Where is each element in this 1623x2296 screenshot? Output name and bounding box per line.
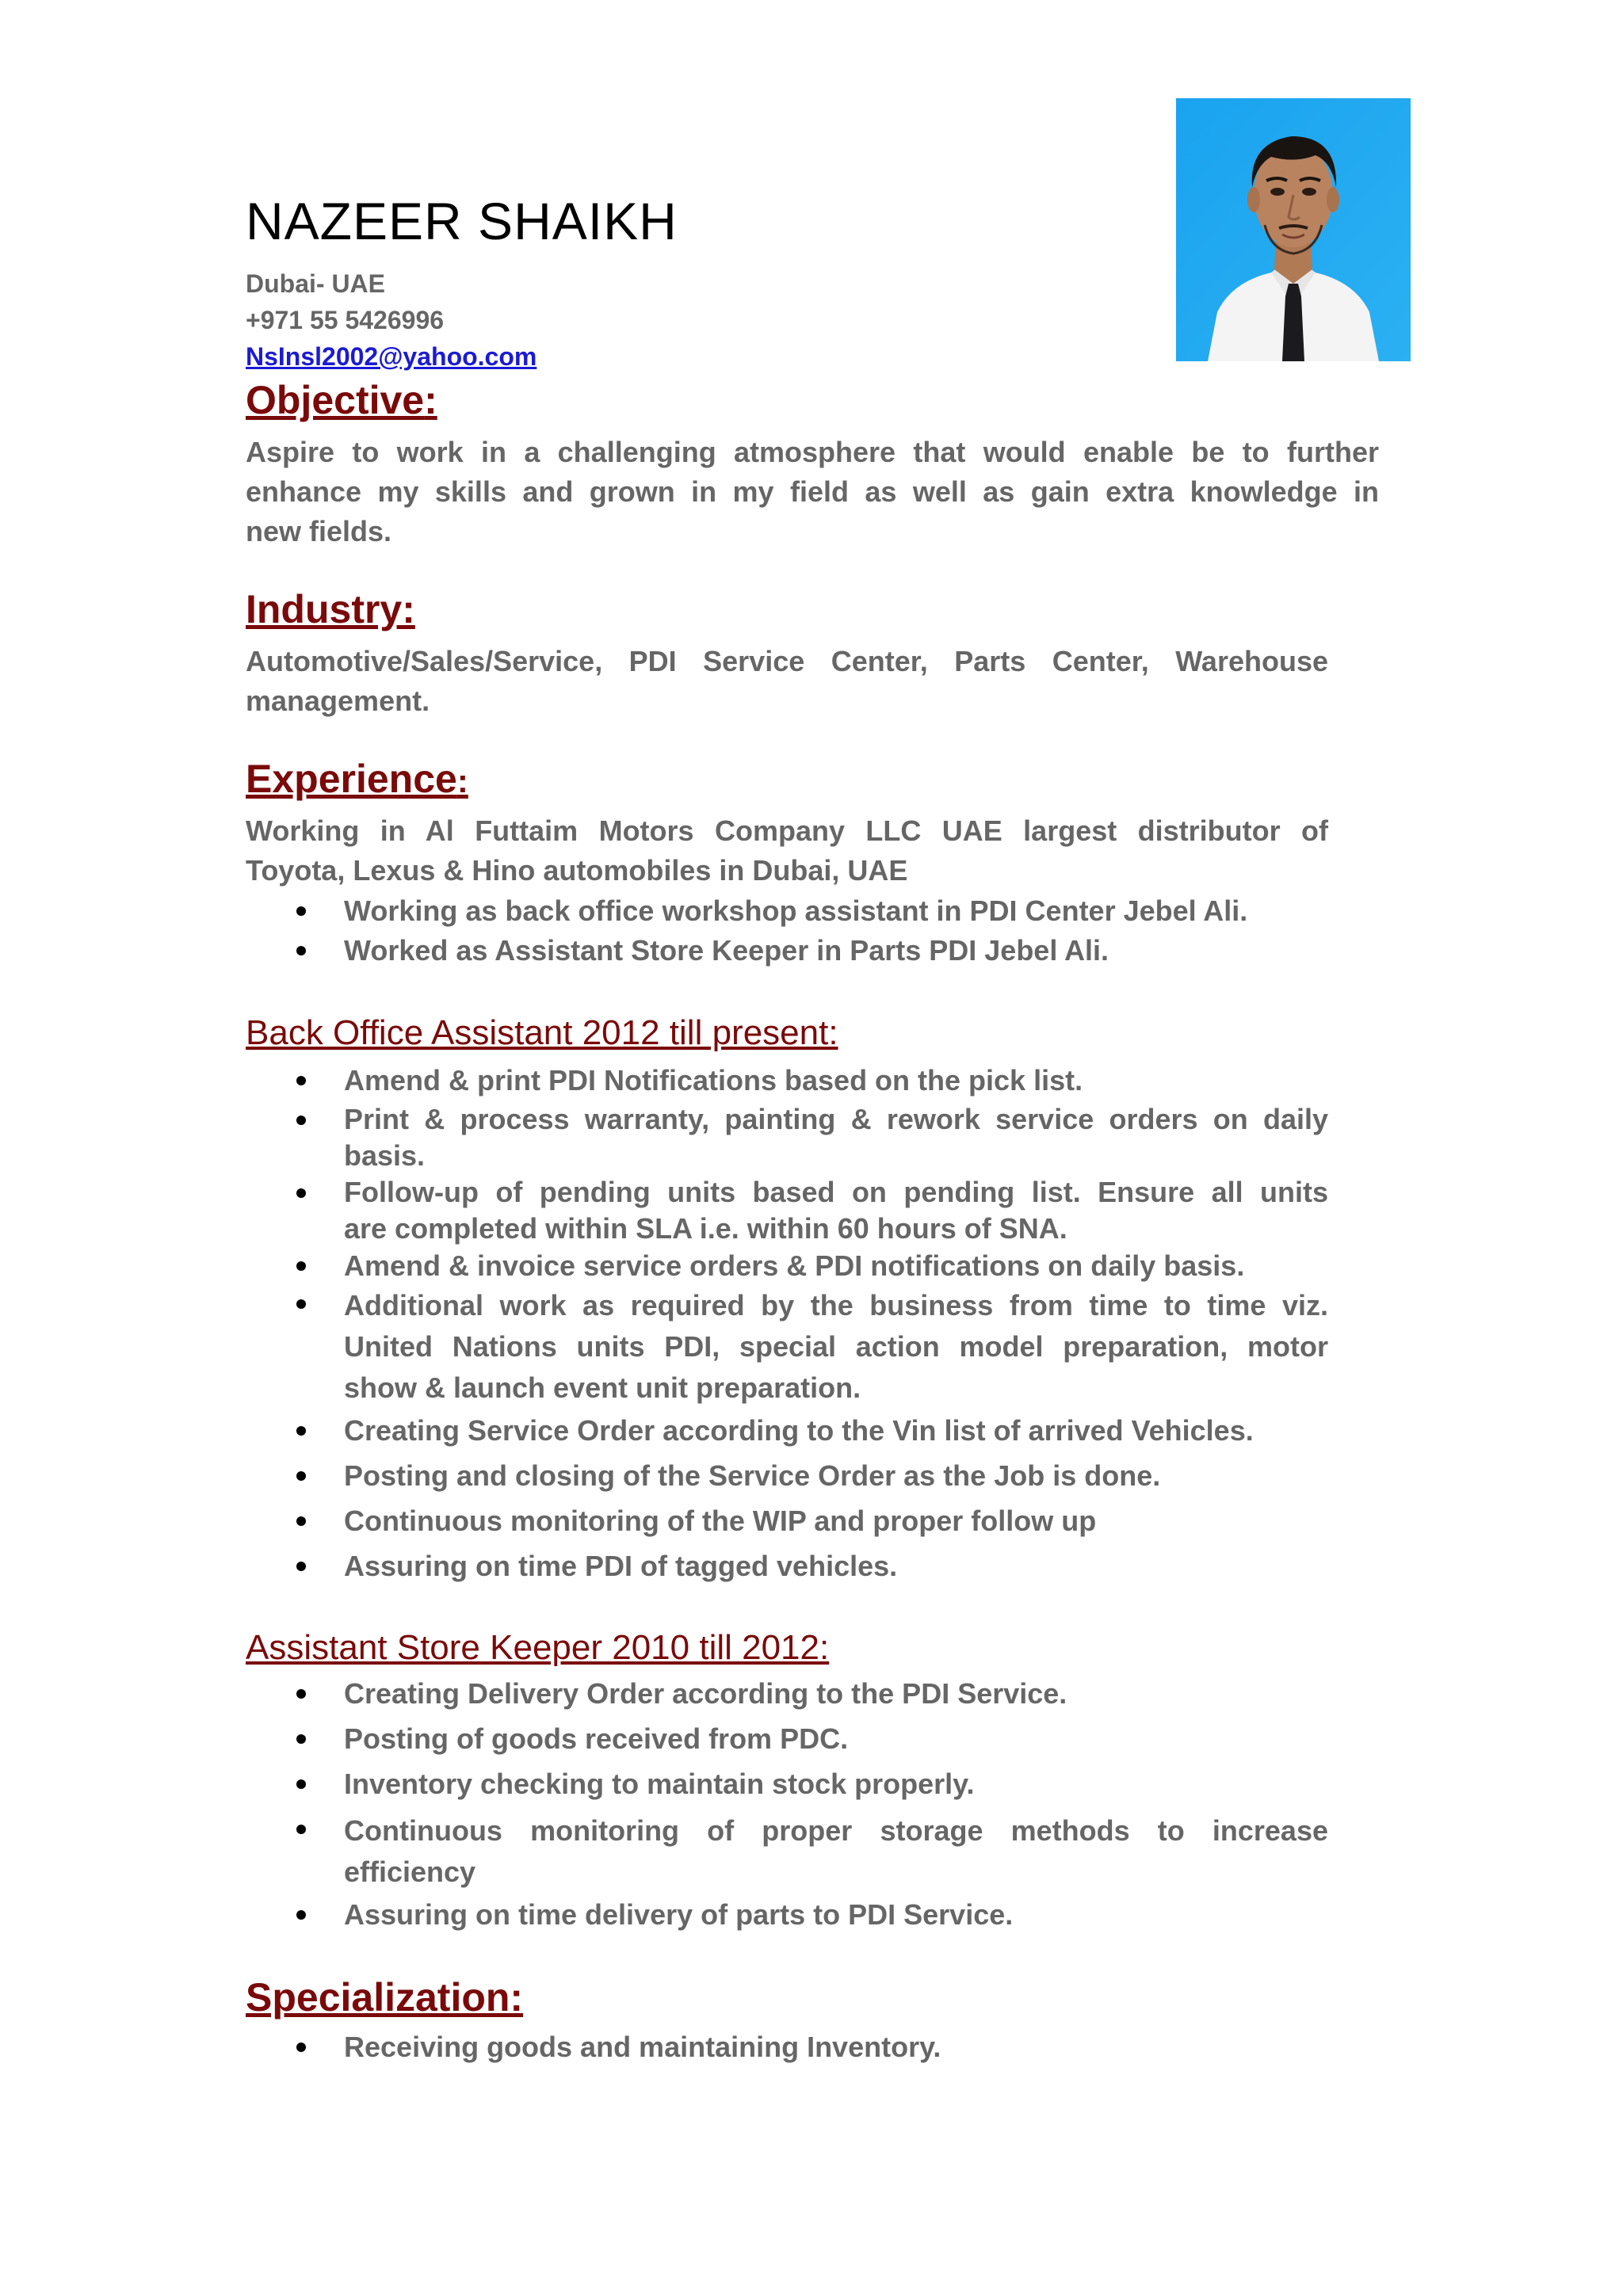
list-item: Continuous monitoring of proper storage methods to increase efficiency [246,1810,1328,1893]
bullet-icon [296,1734,306,1744]
profile-photo [1176,98,1411,361]
list-item: Assuring on time delivery of parts to PDI Service. [246,1896,1328,1934]
objective-text [246,433,1379,551]
objective-title-suffix: : [424,378,437,422]
list-item: Continuous monitoring of the WIP and proper follow up [246,1502,1328,1540]
list-item: Additional work as required by the business from time to time viz. United Nations units PDI, special action model preparation, motor show & launch event unit preparation. [246,1285,1328,1409]
industry-line: management. [246,685,430,717]
bullet-icon [296,1299,306,1309]
experience-list [246,892,1328,970]
back-office-list [246,1062,1328,1585]
bullet-icon [296,1825,306,1834]
bullet-icon [296,906,306,916]
candidate-name: NAZEER SHAIKH [246,192,678,250]
bullet-icon [296,1516,306,1526]
list-item: Amend & print PDI Notifications based on the pick list. [246,1062,1328,1100]
bullet-icon [296,1689,306,1699]
list-item: Creating Service Order according to the Vin list of arrived Vehicles. [246,1412,1328,1450]
bullet-icon [296,946,306,955]
list-item: Follow-up of pending units based on pending list. Ensure all units are completed within SLA i.e. within 60 hours of SNA. [246,1174,1328,1247]
list-item: Print & process warranty, painting & rework service orders on daily basis. [246,1101,1328,1174]
list-item: Assuring on time PDI of tagged vehicles. [246,1547,1328,1585]
industry-line: Automotive/Sales/Service, PDI Service Center, Parts Center, Warehouse [246,645,1328,677]
list-item: Posting of goods received from PDC. [246,1720,1328,1758]
list-item: Creating Delivery Order according to the PDI Service. [246,1675,1328,1713]
experience-heading [246,759,468,799]
back-office-heading: Back Office Assistant 2012 till present: [246,1013,838,1052]
contact-city: Dubai- UAE [246,269,385,298]
store-keeper-heading: Assistant Store Keeper 2010 till 2012: [246,1628,830,1667]
bullet-icon [296,1910,306,1920]
bullet-icon [296,1562,306,1571]
specialization-list [246,2028,1328,2066]
industry-text [246,642,1328,721]
experience-title-suffix: : [456,762,468,799]
list-item: Inventory checking to maintain stock properly. [246,1765,1328,1803]
store-keeper-list [246,1675,1328,1934]
bullet-icon [296,1779,306,1789]
bullet-icon [296,1076,306,1085]
bullet-icon [296,1426,306,1436]
list-item: Worked as Assistant Store Keeper in Parts PDI Jebel Ali. [246,932,1328,970]
bullet-icon [296,1261,306,1271]
contact-email-link[interactable]: NsInsl2002@yahoo.com [246,342,537,371]
industry-heading: Industry: [246,587,415,631]
objective-line: new fields. [246,515,392,547]
list-item: Working as back office workshop assistant in PDI Center Jebel Ali. [246,892,1328,930]
objective-line: Aspire to work in a challenging atmosphere that would enable be to further [246,436,1379,468]
bullet-icon [296,1471,306,1481]
list-item: Amend & invoice service orders & PDI notifications on daily basis. [246,1247,1328,1285]
experience-title: Experience [246,757,457,801]
objective-line: enhance my skills and grown in my field as well as gain extra knowledge in [246,475,1379,508]
list-item: Receiving goods and maintaining Inventory. [246,2028,1328,2066]
experience-text [246,811,1328,891]
specialization-heading: Specialization: [246,1975,524,2019]
person-portrait-icon [1176,98,1411,361]
experience-line: Toyota, Lexus & Hino automobiles in Dubai, UAE [246,854,908,887]
objective-heading [246,380,437,420]
bullet-icon [296,2042,306,2052]
experience-line: Working in Al Futtaim Motors Company LLC UAE largest distributor of [246,814,1328,847]
contact-phone: +971 55 5426996 [246,306,445,334]
objective-title: Objective [246,378,425,422]
list-item: Posting and closing of the Service Order as the Job is done. [246,1457,1328,1495]
bullet-icon [296,1188,306,1198]
bullet-icon [296,1116,306,1125]
